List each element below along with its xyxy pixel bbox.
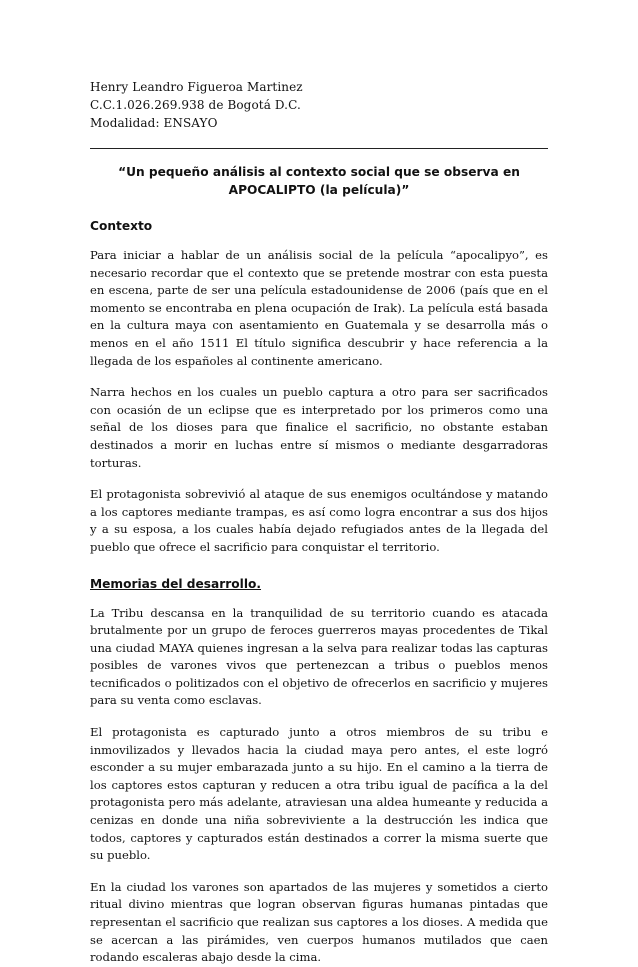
- header-divider: [90, 148, 548, 149]
- document-page: [90, 78, 548, 967]
- contexto-paragraph-1: Para iniciar a hablar de un análisis social de la película “apocalipyo”, es necesario recordar que el contexto que se pretende mostrar con esta puesta en escena, parte de ser una película estadounidense de 2006 (país que en el momento se encontraba en plena ocupación de Irak). La película está basada en la cultura maya con asentamiento en Guatemala y se desarrolla más o menos en el año 1511 El título significa descubrir y hace referencia a la llegada de los españoles al continente americano.: [90, 248, 548, 368]
- memorias-paragraph-2: El protagonista es capturado junto a otros miembros de su tribu e inmovilizados y llevados hacia la ciudad maya pero antes, el este logró esconder a su mujer embarazada junto a su hijo. En el camino a la tierra de los captores estos capturan y reducen a otra tribu igual de pacífica a la del protagonista pero más adelante, atraviesan una aldea humeante y reducida a cenizas en donde una niña sobreviviente a la destrucción les indica que todos, captores y capturados están destinados a correr la misma suerte que su pueblo.: [90, 725, 548, 863]
- memorias-paragraph-3: En la ciudad los varones son apartados de las mujeres y sometidos a cierto ritual divino mientras que logran observan figuras humanas pintadas que representan el sacrificio que realizan sus captores a los dioses. A medida que se acercan a las pirámides, ven cuerpos humanos mutilados que caen rodando escaleras abajo desde la cima.: [90, 879, 548, 965]
- author-id: C.C.1.026.269.938 de Bogotá D.C.: [90, 98, 301, 112]
- section-heading-memorias: Memorias del desarrollo.: [90, 576, 262, 591]
- section-heading-contexto: Contexto: [90, 219, 153, 233]
- modality-line: Modalidad: ENSAYO: [90, 116, 218, 130]
- author-name: Henry Leandro Figueroa Martinez: [90, 80, 303, 94]
- memorias-paragraph-1: La Tribu descansa en la tranquilidad de su territorio cuando es atacada brutalmente por un grupo de feroces guerreros mayas procedentes de Tikal una ciudad MAYA quienes ingresan a la selva para realizar todas las capturas posibles de varones vivos que pertenezcan a tribus o pueblos menos tecnificados o politizados con el objetivo de ofrecerlos en sacrificio y mujeres para su venta como esclavas.: [90, 605, 548, 708]
- essay-title: “Un pequeño análisis al contexto social que se observa en APOCALIPTO (la película)”: [118, 165, 520, 197]
- contexto-paragraph-2: Narra hechos en los cuales un pueblo captura a otro para ser sacrificados con ocasión de un eclipse que es interpretado por los primeros como una señal de los dioses para que finalice el sacrificio, no obstante estaban destinados a morir en luchas entre sí mismos o mediante desgarradoras torturas.: [90, 385, 548, 470]
- contexto-paragraph-3: El protagonista sobrevivió al ataque de sus enemigos ocultándose y matando a los captores mediante trampas, es así como logra encontrar a sus dos hijos y a su esposa, a los cuales había dejado refugiados antes de la llegada del pueblo que ofrece el sacrificio para conquistar el territorio.: [90, 487, 548, 554]
